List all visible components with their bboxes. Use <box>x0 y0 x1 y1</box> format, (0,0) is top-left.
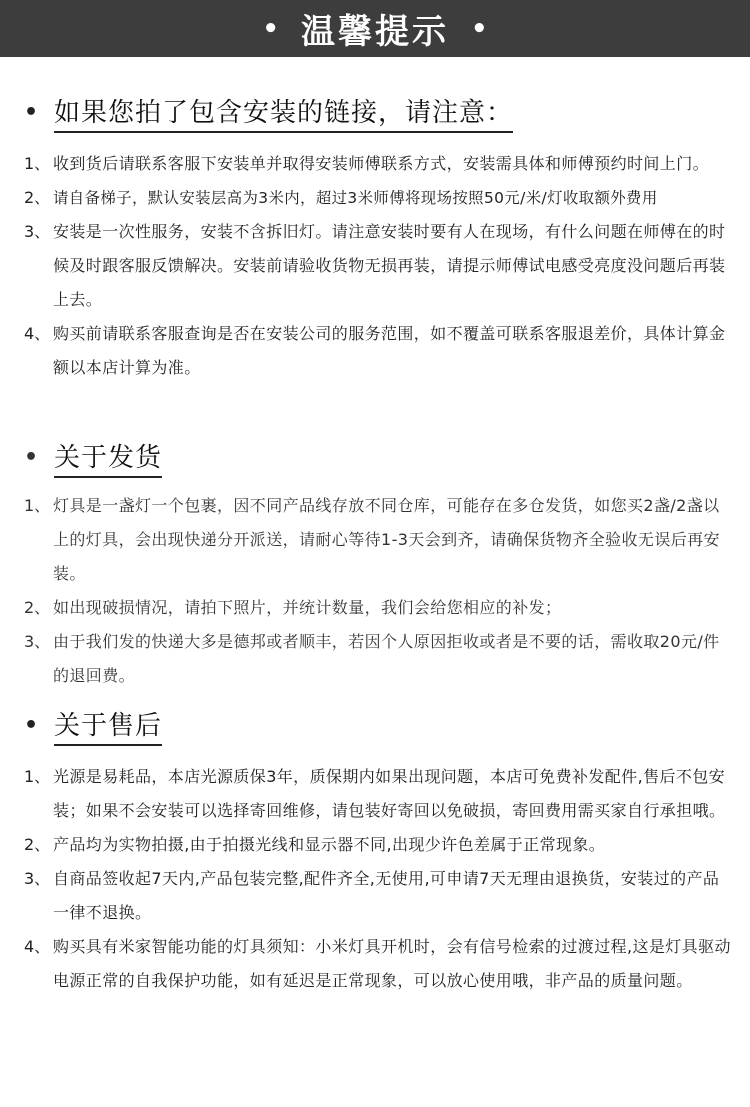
list-item <box>0 625 750 693</box>
item-number: 4、 <box>24 937 51 956</box>
item-text: 如出现破损情况，请拍下照片，并统计数量，我们会给您相应的补发； <box>53 598 562 617</box>
item-text: 请自备梯子，默认安装层高为3米内，超过3米师傅将现场按照50元/米/灯收取额外费用 <box>53 189 658 207</box>
item-number: 1、 <box>24 154 51 173</box>
banner-left-dot: • <box>262 13 279 44</box>
item-text: 光源是易耗品，本店光源质保3年，质保期内如果出现问题，本店可免费补发配件,售后不包安装；如果不会安装可以选择寄回维修，请包装好寄回以免破损，寄回费用需买家自行承担哦。 <box>53 767 726 820</box>
bullet-icon: • <box>24 444 39 470</box>
item-text: 购买具有米家智能功能的灯具须知：小米灯具开机时，会有信号检索的过渡过程,这是灯具驱动电源正常的自我保护功能，如有延迟是正常现象，可以放心使用哦，非产品的质量问题。 <box>53 937 731 990</box>
item-number: 3、 <box>24 632 51 651</box>
list-item <box>0 862 750 930</box>
list-item <box>0 215 750 317</box>
section-heading: 关于发货 <box>54 437 162 478</box>
section-heading-row <box>24 92 513 132</box>
banner-title: 温馨提示 <box>301 12 449 52</box>
item-number: 3、 <box>24 869 51 888</box>
list-item <box>0 760 750 828</box>
section-heading: 如果您拍了包含安装的链接，请注意： <box>54 92 513 133</box>
item-text: 由于我们发的快递大多是德邦或者顺丰，若因个人原因拒收或者是不要的话，需收取20元/件的退回费。 <box>53 632 720 685</box>
item-text: 购买前请联系客服查询是否在安装公司的服务范围，如不覆盖可联系客服退差价，具体计算金额以本店计算为准。 <box>53 324 726 377</box>
item-number: 3、 <box>24 222 51 241</box>
item-text: 安装是一次性服务，安装不含拆旧灯。请注意安装时要有人在现场，有什么问题在师傅在的时候及时跟客服反馈解决。安装前请验收货物无损再装，请提示师傅试电感受亮度没问题后再装上去。 <box>53 222 726 309</box>
list-item <box>0 317 750 385</box>
list-item <box>0 828 750 862</box>
list-item <box>0 930 750 998</box>
list-item <box>0 147 750 181</box>
item-list <box>0 760 750 998</box>
bullet-icon: • <box>24 99 39 125</box>
item-list <box>0 147 750 385</box>
item-number: 1、 <box>24 767 51 786</box>
item-number: 2、 <box>24 835 51 854</box>
bullet-icon: • <box>24 712 39 738</box>
header-banner <box>0 0 750 57</box>
item-number: 2、 <box>24 598 51 617</box>
list-item <box>0 489 750 591</box>
section-heading-row <box>24 437 162 477</box>
item-number: 1、 <box>24 496 51 515</box>
item-text: 收到货后请联系客服下安装单并取得安装师傅联系方式，安装需具体和师傅预约时间上门。 <box>53 154 710 173</box>
item-text: 自商品签收起7天内,产品包装完整,配件齐全,无使用,可申请7天无理由退换货，安装过的产品一律不退换。 <box>53 869 720 922</box>
list-item <box>0 591 750 625</box>
item-text: 产品均为实物拍摄,由于拍摄光线和显示器不同,出现少许色差属于正常现象。 <box>53 835 606 854</box>
item-list <box>0 489 750 693</box>
item-text: 灯具是一盏灯一个包裹，因不同产品线存放不同仓库，可能存在多仓发货，如您买2盏/2盏以上的灯具，会出现快递分开派送，请耐心等待1-3天会到齐，请确保货物齐全验收无误后再安装。 <box>53 496 720 583</box>
item-number: 2、 <box>24 188 51 207</box>
banner-right-dot: • <box>471 13 488 44</box>
section-heading: 关于售后 <box>54 705 162 746</box>
item-number: 4、 <box>24 324 51 343</box>
section-heading-row <box>24 705 162 745</box>
list-item <box>0 181 750 215</box>
